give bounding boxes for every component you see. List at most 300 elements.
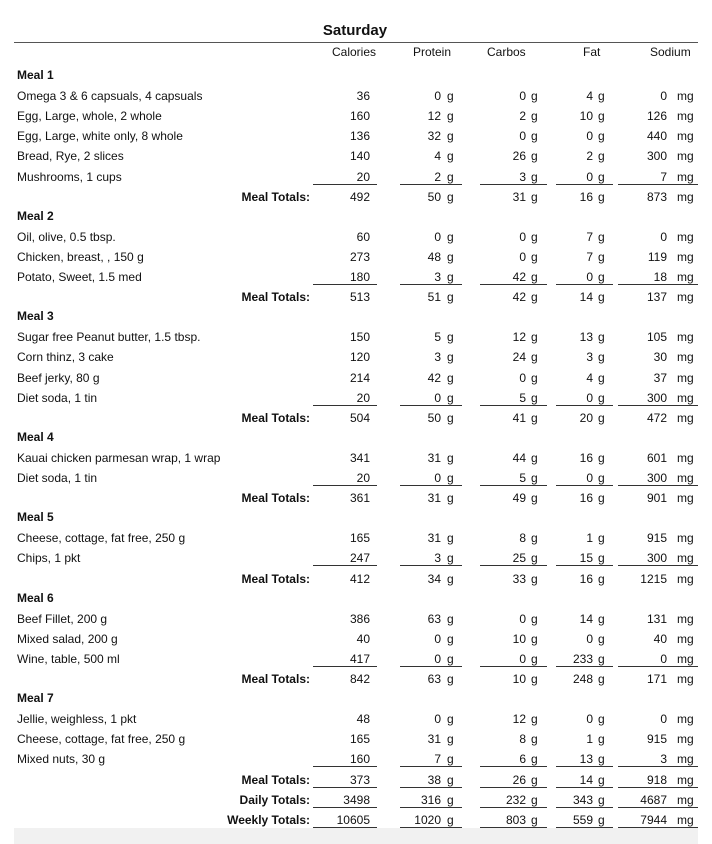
carbos-value: 2: [519, 109, 526, 123]
fat-value: 14: [579, 612, 593, 626]
underline: [313, 766, 377, 767]
underline: [556, 184, 613, 185]
sodium-value: 171: [646, 672, 667, 686]
food-name: Diet soda, 1 tin: [17, 471, 98, 485]
underline: [618, 807, 698, 808]
meal-total-row: [0, 569, 712, 589]
carbos-unit: g: [531, 190, 538, 204]
fat-unit: g: [598, 371, 605, 385]
protein-unit: g: [447, 170, 454, 184]
carbos-unit: g: [531, 250, 538, 264]
fat-value: 1: [586, 732, 593, 746]
food-name: Oil, olive, 0.5 tbsp.: [17, 230, 116, 244]
sodium-unit: mg: [677, 391, 694, 405]
carbos-unit: g: [531, 551, 538, 565]
sodium-unit: mg: [677, 371, 694, 385]
sodium-value: 915: [646, 732, 667, 746]
fat-unit: g: [598, 793, 605, 807]
fat-value: 13: [579, 752, 593, 766]
protein-value: 50: [427, 190, 441, 204]
underline: [400, 184, 462, 185]
protein-value: 51: [427, 290, 441, 304]
protein-value: 316: [420, 793, 441, 807]
sodium-value: 137: [646, 290, 667, 304]
fat-unit: g: [598, 773, 605, 787]
underline: [480, 666, 547, 667]
header-carbos: Carbos: [487, 45, 526, 59]
protein-unit: g: [447, 752, 454, 766]
underline: [618, 787, 698, 788]
carbos-unit: g: [531, 89, 538, 103]
carbos-value: 0: [519, 371, 526, 385]
fat-value: 14: [579, 290, 593, 304]
sodium-unit: mg: [677, 551, 694, 565]
meal-total-row: [0, 488, 712, 508]
protein-unit: g: [447, 149, 454, 163]
calories-value: 492: [349, 190, 370, 204]
header-calories: Calories: [332, 45, 377, 59]
calories-value: 20: [356, 391, 370, 405]
underline: [556, 827, 613, 828]
carbos-unit: g: [531, 712, 538, 726]
protein-unit: g: [447, 572, 454, 586]
sodium-value: 300: [646, 471, 667, 485]
sodium-value: 918: [646, 773, 667, 787]
sodium-value: 873: [646, 190, 667, 204]
protein-unit: g: [447, 89, 454, 103]
fat-unit: g: [598, 350, 605, 364]
fat-value: 343: [572, 793, 593, 807]
carbos-unit: g: [531, 270, 538, 284]
carbos-unit: g: [531, 672, 538, 686]
protein-unit: g: [447, 371, 454, 385]
sodium-value: 915: [646, 531, 667, 545]
protein-value: 0: [434, 632, 441, 646]
carbos-unit: g: [531, 732, 538, 746]
sodium-unit: mg: [677, 813, 694, 827]
total-label: Weekly Totals:: [227, 813, 310, 827]
meal-total-row: [0, 187, 712, 207]
fat-unit: g: [598, 330, 605, 344]
fat-unit: g: [598, 89, 605, 103]
total-label: Meal Totals:: [241, 190, 310, 204]
calories-value: 36: [356, 89, 370, 103]
sodium-unit: mg: [677, 531, 694, 545]
header-protein: Protein: [413, 45, 452, 59]
protein-value: 48: [427, 250, 441, 264]
carbos-value: 41: [512, 411, 526, 425]
fat-value: 13: [579, 330, 593, 344]
calories-value: 842: [349, 672, 370, 686]
sodium-unit: mg: [677, 773, 694, 787]
food-name: Omega 3 & 6 capsuals, 4 capsuals: [17, 89, 203, 103]
sodium-unit: mg: [677, 672, 694, 686]
protein-value: 42: [427, 371, 441, 385]
underline: [618, 766, 698, 767]
calories-value: 120: [349, 350, 370, 364]
calories-value: 386: [349, 612, 370, 626]
fat-value: 0: [586, 129, 593, 143]
sodium-unit: mg: [677, 330, 694, 344]
underline: [618, 284, 698, 285]
fat-unit: g: [598, 451, 605, 465]
underline: [480, 827, 547, 828]
fat-unit: g: [598, 632, 605, 646]
sodium-unit: mg: [677, 572, 694, 586]
carbos-unit: g: [531, 572, 538, 586]
carbos-value: 24: [512, 350, 526, 364]
sodium-value: 3: [660, 752, 667, 766]
protein-value: 31: [427, 531, 441, 545]
food-name: Jellie, weighless, 1 pkt: [17, 712, 137, 726]
underline: [556, 284, 613, 285]
carbos-value: 5: [519, 391, 526, 405]
sodium-value: 0: [660, 712, 667, 726]
underline: [480, 565, 547, 566]
total-label: Daily Totals:: [239, 793, 310, 807]
fat-value: 0: [586, 170, 593, 184]
carbos-value: 803: [505, 813, 526, 827]
carbos-unit: g: [531, 109, 538, 123]
header-divider: [14, 42, 698, 43]
sodium-value: 37: [653, 371, 667, 385]
carbos-unit: g: [531, 170, 538, 184]
sodium-value: 18: [653, 270, 667, 284]
underline: [480, 485, 547, 486]
protein-unit: g: [447, 471, 454, 485]
food-row: [0, 347, 712, 367]
underline: [556, 666, 613, 667]
calories-value: 513: [349, 290, 370, 304]
carbos-value: 6: [519, 752, 526, 766]
fat-unit: g: [598, 712, 605, 726]
protein-unit: g: [447, 270, 454, 284]
underline: [480, 787, 547, 788]
food-row: [0, 729, 712, 749]
fat-value: 15: [579, 551, 593, 565]
underline: [313, 284, 377, 285]
food-name: Sugar free Peanut butter, 1.5 tbsp.: [17, 330, 201, 344]
sodium-unit: mg: [677, 129, 694, 143]
sodium-value: 131: [646, 612, 667, 626]
carbos-unit: g: [531, 471, 538, 485]
protein-value: 31: [427, 451, 441, 465]
meal-total-row: [0, 408, 712, 428]
fat-value: 233: [572, 652, 593, 666]
fat-value: 14: [579, 773, 593, 787]
underline: [618, 405, 698, 406]
total-label: Meal Totals:: [241, 411, 310, 425]
underline: [400, 666, 462, 667]
fat-value: 3: [586, 350, 593, 364]
fat-unit: g: [598, 752, 605, 766]
protein-value: 0: [434, 652, 441, 666]
sodium-unit: mg: [677, 109, 694, 123]
carbos-value: 0: [519, 612, 526, 626]
meal-title: Meal 4: [17, 430, 54, 444]
header-sodium: Sodium: [650, 45, 691, 59]
carbos-unit: g: [531, 371, 538, 385]
page-title: Saturday: [322, 22, 388, 39]
protein-value: 38: [427, 773, 441, 787]
fat-unit: g: [598, 149, 605, 163]
calories-value: 214: [349, 371, 370, 385]
carbos-value: 33: [512, 572, 526, 586]
calories-value: 20: [356, 170, 370, 184]
sodium-unit: mg: [677, 170, 694, 184]
header-fat: Fat: [583, 45, 601, 59]
food-name: Mixed nuts, 30 g: [17, 752, 106, 766]
fat-value: 248: [572, 672, 593, 686]
carbos-value: 0: [519, 652, 526, 666]
protein-value: 31: [427, 732, 441, 746]
sodium-unit: mg: [677, 471, 694, 485]
protein-unit: g: [447, 109, 454, 123]
food-name: Beef Fillet, 200 g: [17, 612, 108, 626]
food-row: [0, 126, 712, 146]
sodium-value: 901: [646, 491, 667, 505]
food-name: Diet soda, 1 tin: [17, 391, 98, 405]
food-name: Beef jerky, 80 g: [17, 371, 100, 385]
calories-value: 361: [349, 491, 370, 505]
protein-unit: g: [447, 551, 454, 565]
underline: [556, 485, 613, 486]
sodium-value: 7944: [640, 813, 667, 827]
carbos-unit: g: [531, 652, 538, 666]
protein-unit: g: [447, 451, 454, 465]
underline: [618, 666, 698, 667]
protein-unit: g: [447, 773, 454, 787]
calories-value: 341: [349, 451, 370, 465]
protein-unit: g: [447, 391, 454, 405]
underline: [313, 787, 377, 788]
protein-value: 3: [434, 551, 441, 565]
total-label: Meal Totals:: [241, 290, 310, 304]
fat-value: 16: [579, 572, 593, 586]
protein-unit: g: [447, 652, 454, 666]
protein-value: 0: [434, 391, 441, 405]
carbos-value: 0: [519, 89, 526, 103]
protein-unit: g: [447, 330, 454, 344]
sodium-value: 0: [660, 89, 667, 103]
footer-band: [14, 828, 698, 844]
total-label: Meal Totals:: [241, 572, 310, 586]
carbos-unit: g: [531, 773, 538, 787]
sodium-unit: mg: [677, 632, 694, 646]
protein-value: 0: [434, 230, 441, 244]
sodium-unit: mg: [677, 190, 694, 204]
fat-value: 0: [586, 471, 593, 485]
food-name: Mushrooms, 1 cups: [17, 170, 122, 184]
fat-unit: g: [598, 471, 605, 485]
carbos-value: 42: [512, 270, 526, 284]
calories-value: 504: [349, 411, 370, 425]
calories-value: 48: [356, 712, 370, 726]
carbos-value: 0: [519, 250, 526, 264]
carbos-value: 10: [512, 672, 526, 686]
sodium-value: 30: [653, 350, 667, 364]
protein-value: 31: [427, 491, 441, 505]
sodium-value: 1215: [640, 572, 667, 586]
fat-unit: g: [598, 230, 605, 244]
carbos-value: 31: [512, 190, 526, 204]
underline: [480, 766, 547, 767]
calories-value: 140: [349, 149, 370, 163]
food-name: Egg, Large, whole, 2 whole: [17, 109, 162, 123]
food-row: [0, 629, 712, 649]
carbos-value: 8: [519, 531, 526, 545]
carbos-value: 49: [512, 491, 526, 505]
calories-value: 273: [349, 250, 370, 264]
fat-unit: g: [598, 491, 605, 505]
protein-unit: g: [447, 250, 454, 264]
sodium-unit: mg: [677, 793, 694, 807]
food-row: [0, 227, 712, 247]
underline: [313, 184, 377, 185]
protein-value: 63: [427, 612, 441, 626]
food-row: [0, 709, 712, 729]
fat-value: 1: [586, 531, 593, 545]
food-row: [0, 609, 712, 629]
carbos-unit: g: [531, 330, 538, 344]
calories-value: 20: [356, 471, 370, 485]
fat-value: 7: [586, 230, 593, 244]
food-row: [0, 146, 712, 166]
underline: [618, 184, 698, 185]
carbos-unit: g: [531, 230, 538, 244]
fat-value: 16: [579, 190, 593, 204]
carbos-unit: g: [531, 149, 538, 163]
underline: [556, 405, 613, 406]
calories-value: 60: [356, 230, 370, 244]
sodium-unit: mg: [677, 451, 694, 465]
sodium-unit: mg: [677, 712, 694, 726]
calories-value: 373: [349, 773, 370, 787]
underline: [556, 565, 613, 566]
sodium-value: 300: [646, 551, 667, 565]
fat-unit: g: [598, 411, 605, 425]
protein-unit: g: [447, 290, 454, 304]
sodium-value: 4687: [640, 793, 667, 807]
protein-unit: g: [447, 712, 454, 726]
food-name: Wine, table, 500 ml: [17, 652, 120, 666]
protein-value: 12: [427, 109, 441, 123]
calories-value: 3498: [343, 793, 370, 807]
sodium-unit: mg: [677, 491, 694, 505]
protein-unit: g: [447, 732, 454, 746]
carbos-value: 44: [512, 451, 526, 465]
food-name: Egg, Large, white only, 8 whole: [17, 129, 183, 143]
protein-value: 1020: [414, 813, 441, 827]
food-name: Bread, Rye, 2 slices: [17, 149, 124, 163]
sodium-value: 0: [660, 230, 667, 244]
carbos-value: 26: [512, 773, 526, 787]
carbos-unit: g: [531, 531, 538, 545]
carbos-unit: g: [531, 391, 538, 405]
underline: [480, 405, 547, 406]
carbos-value: 232: [505, 793, 526, 807]
meal-title: Meal 5: [17, 510, 54, 524]
sodium-unit: mg: [677, 411, 694, 425]
meal-total-row: [0, 287, 712, 307]
fat-value: 0: [586, 391, 593, 405]
food-row: [0, 247, 712, 267]
sodium-value: 40: [653, 632, 667, 646]
food-name: Cheese, cottage, fat free, 250 g: [17, 531, 186, 545]
protein-value: 2: [434, 170, 441, 184]
fat-value: 7: [586, 250, 593, 264]
protein-unit: g: [447, 612, 454, 626]
protein-value: 63: [427, 672, 441, 686]
protein-unit: g: [447, 411, 454, 425]
calories-value: 165: [349, 732, 370, 746]
underline: [400, 485, 462, 486]
fat-value: 0: [586, 632, 593, 646]
protein-value: 3: [434, 350, 441, 364]
food-name: Chips, 1 pkt: [17, 551, 81, 565]
carbos-unit: g: [531, 129, 538, 143]
sodium-value: 300: [646, 391, 667, 405]
sodium-unit: mg: [677, 89, 694, 103]
carbos-unit: g: [531, 491, 538, 505]
protein-value: 32: [427, 129, 441, 143]
meal-title: Meal 1: [17, 68, 54, 82]
underline: [618, 827, 698, 828]
underline: [618, 485, 698, 486]
underline: [313, 565, 377, 566]
food-row: [0, 448, 712, 468]
food-row: [0, 86, 712, 106]
meal-title: Meal 2: [17, 209, 54, 223]
sodium-value: 0: [660, 652, 667, 666]
carbos-value: 8: [519, 732, 526, 746]
protein-unit: g: [447, 230, 454, 244]
fat-unit: g: [598, 129, 605, 143]
calories-value: 40: [356, 632, 370, 646]
underline: [400, 766, 462, 767]
meal-title: Meal 6: [17, 591, 54, 605]
calories-value: 417: [349, 652, 370, 666]
sodium-unit: mg: [677, 350, 694, 364]
underline: [400, 284, 462, 285]
underline: [400, 787, 462, 788]
carbos-value: 10: [512, 632, 526, 646]
total-label: Meal Totals:: [241, 672, 310, 686]
calories-value: 412: [349, 572, 370, 586]
protein-unit: g: [447, 813, 454, 827]
protein-unit: g: [447, 793, 454, 807]
carbos-unit: g: [531, 350, 538, 364]
carbos-unit: g: [531, 752, 538, 766]
carbos-value: 25: [512, 551, 526, 565]
meal-title: Meal 7: [17, 691, 54, 705]
food-name: Kauai chicken parmesan wrap, 1 wrap: [17, 451, 221, 465]
protein-value: 0: [434, 471, 441, 485]
underline: [480, 284, 547, 285]
fat-unit: g: [598, 652, 605, 666]
underline: [480, 184, 547, 185]
carbos-unit: g: [531, 813, 538, 827]
underline: [618, 565, 698, 566]
protein-unit: g: [447, 350, 454, 364]
fat-unit: g: [598, 612, 605, 626]
underline: [556, 807, 613, 808]
calories-value: 247: [349, 551, 370, 565]
protein-unit: g: [447, 129, 454, 143]
fat-value: 10: [579, 109, 593, 123]
protein-value: 4: [434, 149, 441, 163]
protein-unit: g: [447, 632, 454, 646]
